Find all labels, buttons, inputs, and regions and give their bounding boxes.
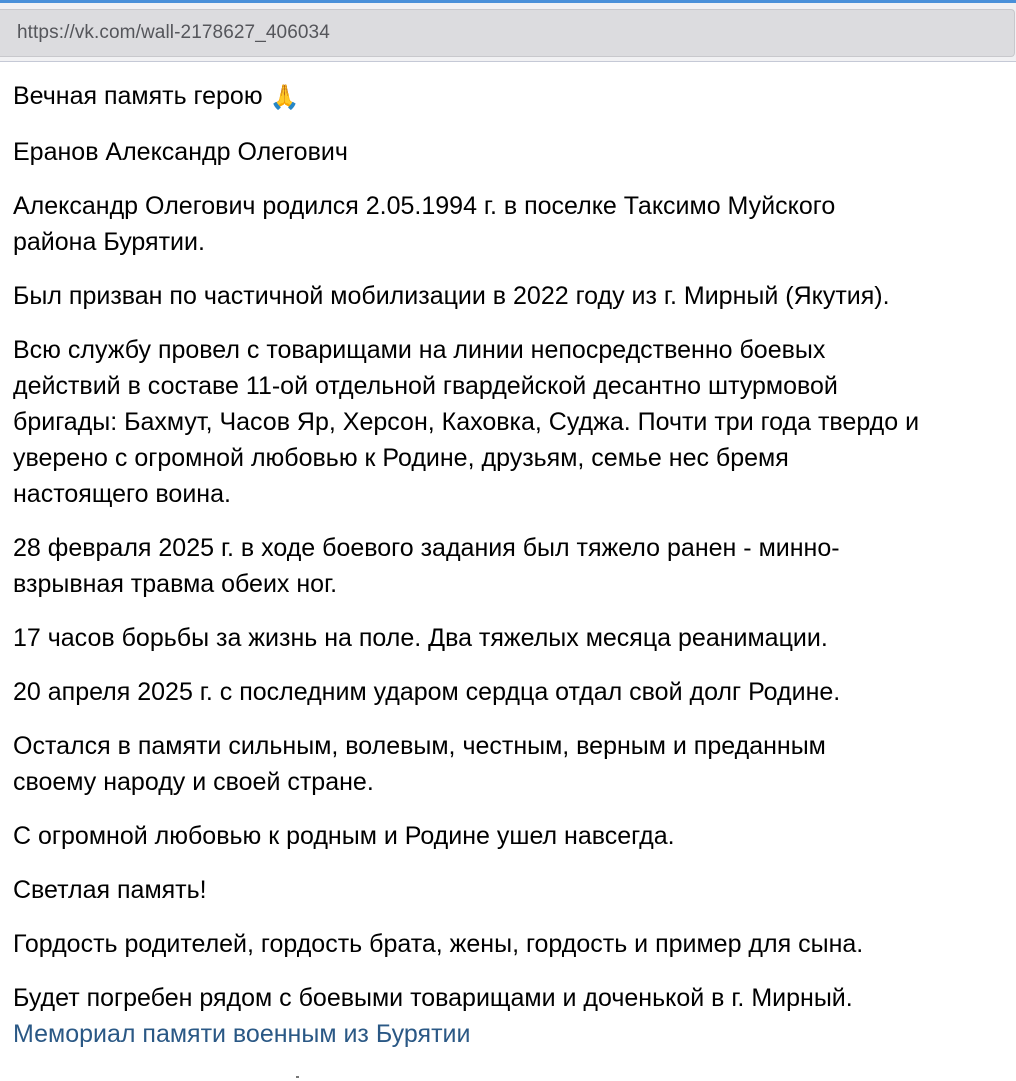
text-line: уверено с огромной любовью к Родине, друзьям, семье нес бремя bbox=[13, 444, 789, 472]
text-line: действий в составе 11-ой отдельной гвардейской десантно штурмовой bbox=[13, 372, 838, 400]
post-paragraph-memory bbox=[13, 728, 1003, 800]
text-line: бригады: Бахмут, Часов Яр, Херсон, Каховка, Суджа. Почти три года твердо и bbox=[13, 408, 920, 436]
post-paragraph-service bbox=[13, 332, 1003, 512]
post-title-paragraph bbox=[13, 78, 1003, 116]
praying-hands-icon: 🙏 bbox=[269, 84, 300, 111]
post-paragraph-called: Был призван по частичной мобилизации в 2022 году из г. Мирный (Якутия). bbox=[13, 282, 890, 310]
text-line: взрывная травма обеих ног. bbox=[13, 570, 338, 598]
text-line: своему народу и своей стране. bbox=[13, 768, 374, 796]
text-line: Всю службу провел с товарищами на линии непосредственно боевых bbox=[13, 336, 826, 364]
post-paragraph-fight: 17 часов борьбы за жизнь на поле. Два тяжелых месяца реанимации. bbox=[13, 624, 828, 652]
address-bar-area bbox=[0, 3, 1016, 62]
text-line: настоящего воина. bbox=[13, 480, 231, 508]
post-title: Вечная память герою bbox=[13, 82, 263, 110]
post-paragraph-birth bbox=[13, 188, 1003, 260]
post-paragraph-died: 20 апреля 2025 г. с последним ударом сердца отдал свой долг Родине. bbox=[13, 678, 841, 706]
address-bar[interactable] bbox=[0, 9, 1015, 57]
memorial-link[interactable]: Мемориал памяти военным из Бурятии bbox=[13, 1020, 471, 1048]
text-line: 28 февраля 2025 г. в ходе боевого задания был тяжело ранен - минно- bbox=[13, 534, 840, 562]
post-paragraph-wounded bbox=[13, 530, 1003, 602]
post-paragraph-love: С огромной любовью к родным и Родине ушел навсегда. bbox=[13, 822, 675, 850]
text-line: Александр Олегович родился 2.05.1994 г. в поселке Таксимо Муйского bbox=[13, 192, 836, 220]
text-line: района Бурятии. bbox=[13, 228, 205, 256]
url-text[interactable]: https://vk.com/wall-2178627_406034 bbox=[17, 22, 330, 43]
text-line: Будет погребен рядом с боевыми товарищами и доченькой в г. Мирный. bbox=[13, 984, 853, 1012]
text-line: Остался в памяти сильным, волевым, честным, верным и преданным bbox=[13, 732, 826, 760]
post-paragraph-burial bbox=[13, 980, 1003, 1052]
wall-post bbox=[13, 78, 1003, 1052]
post-paragraph-bright: Светлая память! bbox=[13, 876, 207, 904]
stray-mark bbox=[296, 1076, 299, 1078]
post-name: Еранов Александр Олегович bbox=[13, 138, 348, 166]
post-paragraph-pride: Гордость родителей, гордость брата, жены, гордость и пример для сына. bbox=[13, 930, 864, 958]
